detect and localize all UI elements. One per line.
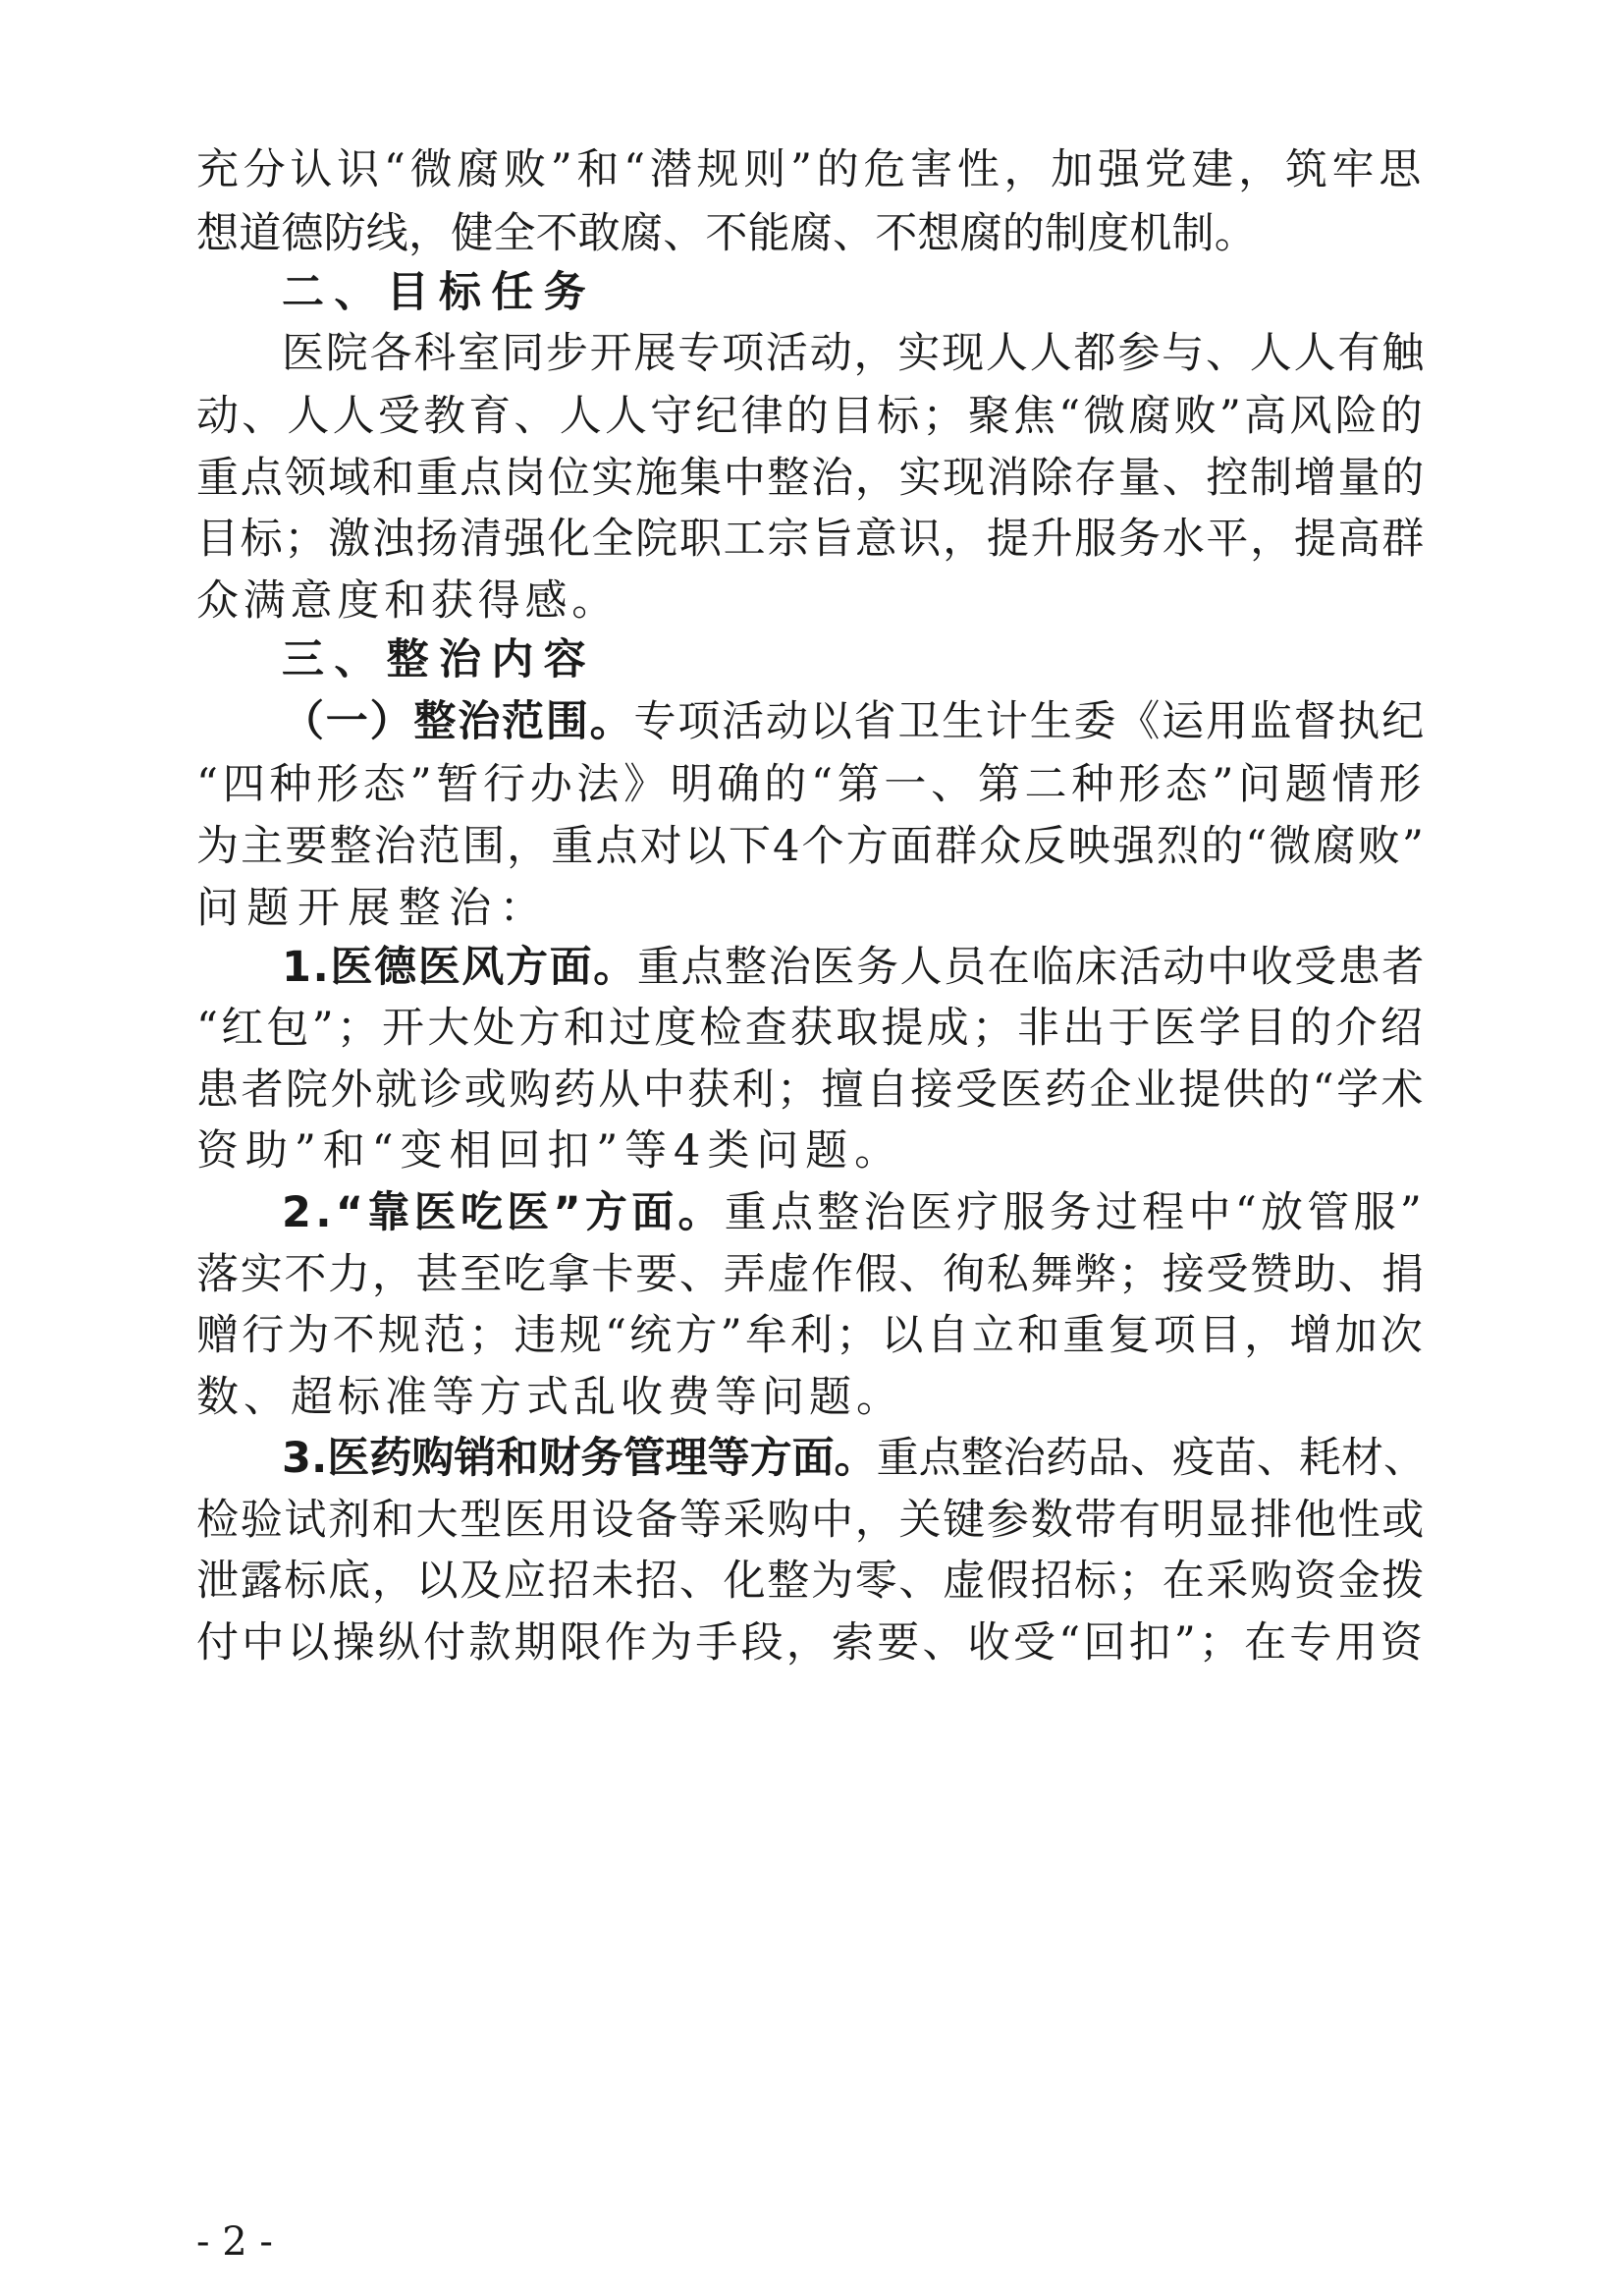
paragraph-line [196, 1245, 1426, 1304]
line-text: 想道德防线，健全不敢腐、不能腐、不想腐的制度机制。 [196, 209, 1257, 258]
section-heading [282, 263, 596, 322]
paragraph-line [196, 1121, 903, 1180]
paragraph-line [282, 692, 1426, 751]
paragraph-line [196, 449, 1426, 508]
line-text: “四种形态”暂行办法》明确的“第一、第二种形态”问题情形 [196, 760, 1426, 809]
lead-in-bold: （一）整治范围。 [282, 697, 634, 746]
line-text: 充分认识“微腐败”和“潜规则”的危害性，加强党建，筑牢思 [196, 145, 1426, 194]
heading-text: 三、整治内容 [282, 635, 596, 684]
paragraph-line [196, 999, 1426, 1058]
line-text: 泄露标底，以及应招未招、化整为零、虚假招标；在采购资金拨 [196, 1557, 1426, 1606]
page-number: - 2 - [196, 2219, 273, 2265]
line-text: 数、超标准等方式乱收费等问题。 [196, 1373, 903, 1422]
line-text: 付中以操纵付款期限作为手段，索要、收受“回扣”；在专用资 [196, 1618, 1426, 1667]
line-text: 动、人人受教育、人人守纪律的目标；聚焦“微腐败”高风险的 [196, 392, 1426, 441]
line-text: 重点整治医疗服务过程中“放管服” [724, 1188, 1426, 1237]
paragraph-line [282, 1183, 1426, 1242]
lead-in-bold: 3.医药购销和财务管理等方面。 [282, 1434, 877, 1483]
line-text: 检验试剂和大型医用设备等采购中，关键参数带有明显排他性或 [196, 1496, 1426, 1545]
lead-in-bold: 2.“靠医吃医”方面。 [282, 1188, 725, 1237]
line-text: 专项活动以省卫生计生委《运用监督执纪 [633, 697, 1427, 746]
paragraph-line [196, 879, 550, 938]
line-text: 资助”和“变相回扣”等4类问题。 [196, 1126, 903, 1175]
paragraph-line [196, 817, 1426, 876]
paragraph-line [282, 938, 1426, 997]
line-text: 为主要整治范围，重点对以下4个方面群众反映强烈的“微腐败” [196, 822, 1426, 871]
paragraph-line [282, 324, 1426, 383]
paragraph-line [282, 1429, 1426, 1488]
line-text: 赠行为不规范；违规“统方”牟利；以自立和重复项目，增加次 [196, 1311, 1426, 1360]
line-text: 重点整治药品、疫苗、耗材、 [876, 1434, 1426, 1483]
line-text: 问题开展整治： [196, 884, 550, 933]
line-text: 患者院外就诊或购药从中获利；擅自接受医药企业提供的“学术 [196, 1066, 1426, 1115]
line-text: 落实不力，甚至吃拿卡要、弄虚作假、徇私舞弊；接受赞助、捐 [196, 1250, 1426, 1299]
section-heading [282, 630, 596, 689]
paragraph-line [196, 1306, 1426, 1365]
paragraph-line [196, 1368, 903, 1427]
paragraph-line [196, 572, 619, 630]
paragraph-line [196, 510, 1426, 569]
paragraph-line [196, 1491, 1426, 1550]
paragraph-line [196, 1613, 1426, 1672]
paragraph-line [196, 140, 1426, 199]
line-text: 众满意度和获得感。 [196, 576, 619, 626]
paragraph-line [196, 387, 1426, 446]
lead-in-bold: 1.医德医风方面。 [282, 943, 637, 992]
paragraph-line [196, 1552, 1426, 1611]
line-text: 目标；激浊扬清强化全院职工宗旨意识，提升服务水平，提高群 [196, 515, 1426, 564]
line-text: 医院各科室同步开展专项活动，实现人人都参与、人人有触 [282, 329, 1426, 378]
line-text: 重点整治医务人员在临床活动中收受患者 [636, 943, 1426, 992]
paragraph-line [196, 1061, 1426, 1120]
paragraph-line [196, 755, 1426, 814]
paragraph-line [196, 204, 1257, 263]
line-text: 重点领域和重点岗位实施集中整治，实现消除存量、控制增量的 [196, 454, 1426, 503]
line-text: “红包”；开大处方和过度检查获取提成；非出于医学目的介绍 [196, 1004, 1426, 1053]
heading-text: 二、目标任务 [282, 268, 596, 317]
